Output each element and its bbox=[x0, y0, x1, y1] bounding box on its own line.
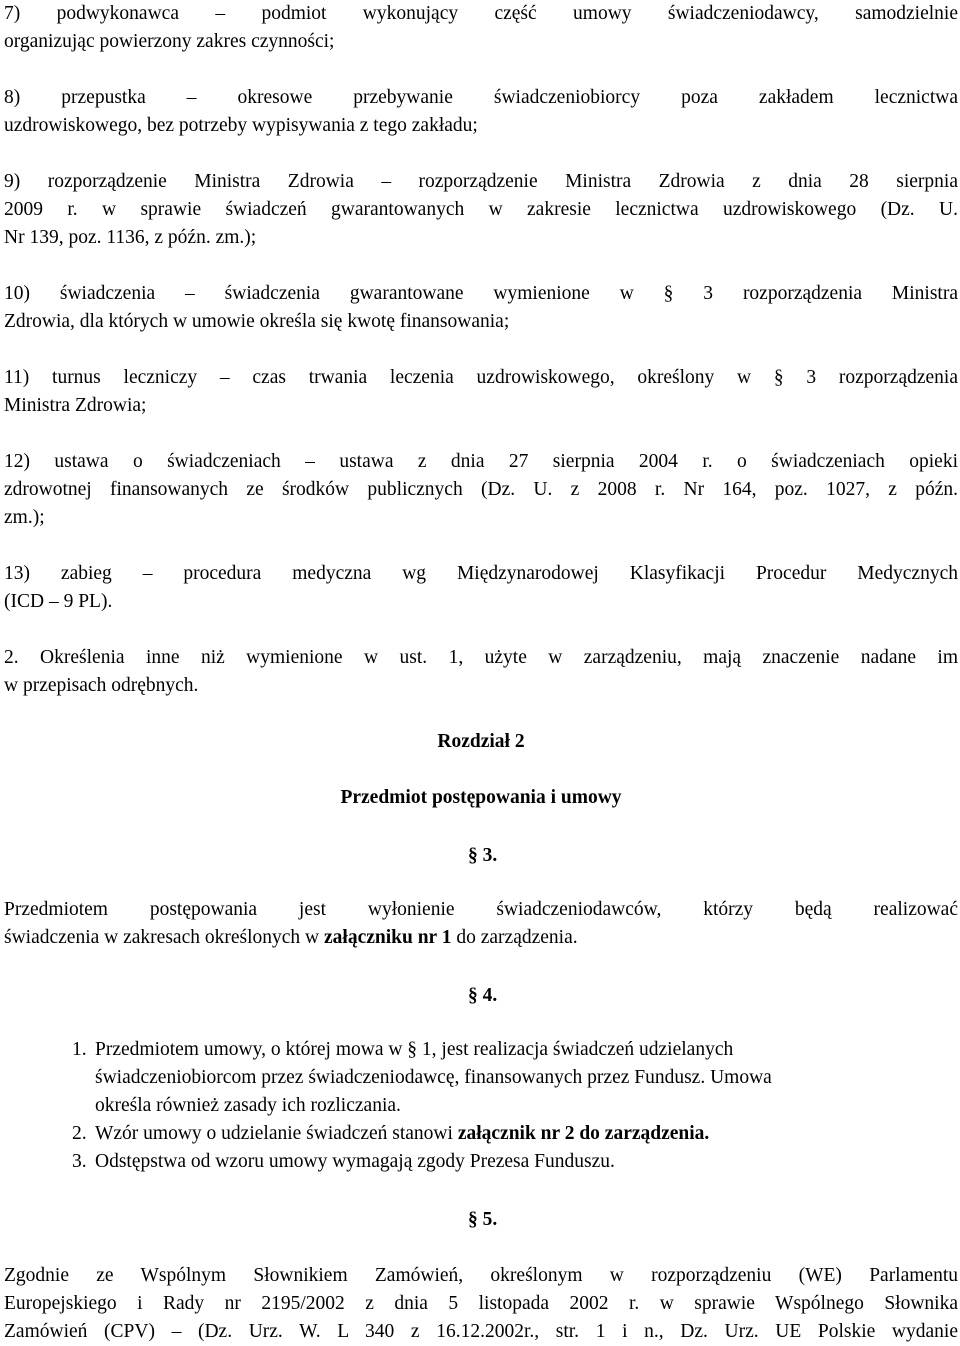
section-4-item-3-text: Odstępstwa od wzoru umowy wymagają zgody Prezesa Funduszu. bbox=[95, 1151, 615, 1172]
definition-10 bbox=[4, 280, 958, 336]
definition-13 bbox=[4, 560, 958, 616]
section-4-item-2-attachment-ref: załącznik nr 2 do zarządzenia. bbox=[457, 1123, 710, 1144]
section-3-line-2-start: świadczenia w zakresach określonych w bbox=[4, 927, 324, 948]
section-4-item-2 bbox=[72, 1120, 902, 1148]
chapter-subtitle: Przedmiot postępowania i umowy bbox=[340, 787, 622, 808]
section-3-label: § 3. bbox=[468, 845, 498, 866]
section-4-item-1-line-1: Przedmiotem umowy, o której mowa w § 1, jest realizacja świadczeń udzielanych bbox=[95, 1039, 734, 1060]
chapter-title: Rozdział 2 bbox=[437, 731, 525, 752]
section-4-item-1-line-2: świadczeniobiorcom przez świadczeniodawcę, finansowanych przez Fundusz. Umowa bbox=[95, 1067, 772, 1088]
definition-7-line-1: 7) podwykonawca – podmiot wykonujący część umowy świadczeniodawcy, samodzielnie bbox=[4, 3, 958, 24]
definition-11 bbox=[4, 364, 958, 420]
section-4-item-1 bbox=[72, 1036, 902, 1120]
definition-7 bbox=[4, 0, 958, 56]
definition-13-line-2: (ICD – 9 PL). bbox=[4, 591, 113, 612]
definition-10-line-1: 10) świadczenia – świadczenia gwarantowane wymienione w § 3 rozporządzenia Ministra bbox=[4, 283, 958, 304]
paragraph-2-line-2: w przepisach odrębnych. bbox=[4, 675, 199, 696]
definition-8-line-2: uzdrowiskowego, bez potrzeby wypisywania z tego zakładu; bbox=[4, 115, 478, 136]
paragraph-2 bbox=[4, 644, 958, 700]
definition-11-line-2: Ministra Zdrowia; bbox=[4, 395, 147, 416]
definition-13-line-1: 13) zabieg – procedura medyczna wg Międzynarodowej Klasyfikacji Procedur Medycznych bbox=[4, 563, 958, 584]
definition-12-line-1: 12) ustawa o świadczeniach – ustawa z dnia 27 sierpnia 2004 r. o świadczeniach opieki bbox=[4, 451, 958, 472]
section-3-line-2-end: do zarządzenia. bbox=[451, 927, 578, 948]
definition-9-line-3: Nr 139, poz. 1136, z późn. zm.); bbox=[4, 227, 257, 248]
definition-11-line-1: 11) turnus leczniczy – czas trwania leczenia uzdrowiskowego, określony w § 3 rozporządzenia bbox=[4, 367, 958, 388]
section-4-item-2-text bbox=[95, 1120, 902, 1148]
definition-9-line-2: 2009 r. w sprawie świadczeń gwarantowanych w zakresie lecznictwa uzdrowiskowego (Dz. U. bbox=[4, 199, 958, 220]
definition-9 bbox=[4, 168, 958, 252]
section-5-label: § 5. bbox=[468, 1209, 498, 1230]
section-4-item-2-text-start: Wzór umowy o udzielanie świadczeń stanowi bbox=[95, 1123, 458, 1144]
definition-12 bbox=[4, 448, 958, 532]
definition-10-line-2: Zdrowia, dla których w umowie określa się kwotę finansowania; bbox=[4, 311, 510, 332]
section-5-line-3: Zamówień (CPV) – (Dz. Urz. W. L 340 z 16.12.2002r., str. 1 i n., Dz. Urz. UE Polskie wydanie bbox=[4, 1321, 958, 1342]
definition-12-line-2: zdrowotnej finansowanych ze środków publicznych (Dz. U. z 2008 r. Nr 164, poz. 1027, z późn. bbox=[4, 479, 958, 500]
definition-12-line-3: zm.); bbox=[4, 507, 45, 528]
paragraph-2-line-1: 2. Określenia inne niż wymienione w ust. 1, użyte w zarządzeniu, mają znaczenie nadane im bbox=[4, 647, 958, 668]
definition-8-line-1: 8) przepustka – okresowe przebywanie świadczeniobiorcy poza zakładem lecznictwa bbox=[4, 87, 958, 108]
section-3-line-1: Przedmiotem postępowania jest wyłonienie świadczeniodawców, którzy będą realizować bbox=[4, 899, 958, 920]
section-4-item-1-number: 1. bbox=[72, 1039, 87, 1060]
section-5-line-2: Europejskiego i Rady nr 2195/2002 z dnia 5 listopada 2002 r. w sprawie Wspólnego Słownika bbox=[4, 1293, 958, 1314]
section-5-line-1: Zgodnie ze Wspólnym Słownikiem Zamówień, określonym w rozporządzeniu (WE) Parlamentu bbox=[4, 1265, 958, 1286]
section-3-line-2 bbox=[4, 924, 958, 952]
section-4-list bbox=[72, 1036, 902, 1176]
section-4-item-2-number: 2. bbox=[72, 1123, 87, 1144]
section-4-label: § 4. bbox=[468, 985, 498, 1006]
definition-8 bbox=[4, 84, 958, 140]
section-4-item-3 bbox=[72, 1148, 902, 1176]
section-3-attachment-ref: załączniku nr 1 bbox=[324, 927, 452, 948]
section-4-item-3-number: 3. bbox=[72, 1151, 87, 1172]
section-3-text bbox=[4, 896, 958, 952]
section-4-item-1-line-3: określa również zasady ich rozliczania. bbox=[95, 1095, 401, 1116]
definition-9-line-1: 9) rozporządzenie Ministra Zdrowia – rozporządzenie Ministra Zdrowia z dnia 28 sierpnia bbox=[4, 171, 958, 192]
section-5-text bbox=[4, 1262, 958, 1346]
definition-7-line-2: organizując powierzony zakres czynności; bbox=[4, 31, 335, 52]
